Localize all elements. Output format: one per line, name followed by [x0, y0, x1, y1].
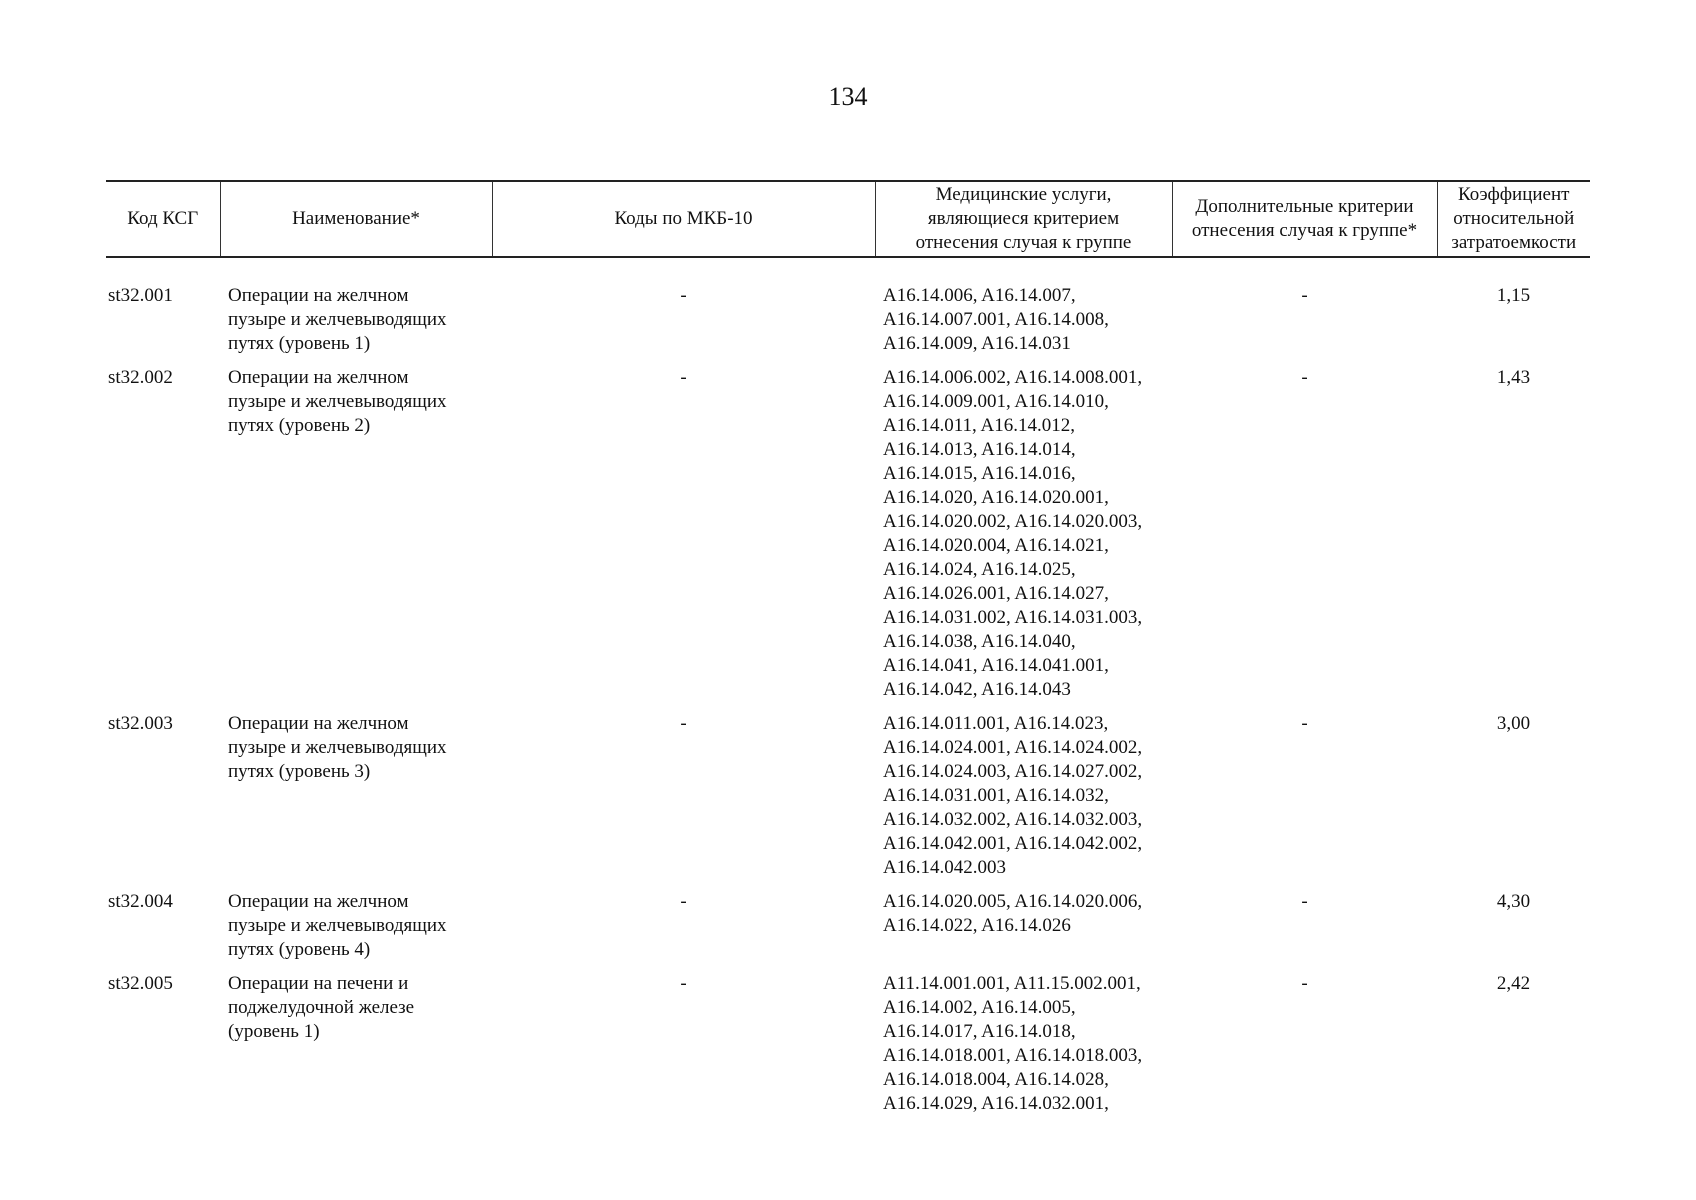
- mkb-codes-cell: -: [680, 973, 687, 994]
- table-row: [106, 257, 1590, 366]
- medical-services-cell: [875, 712, 1172, 890]
- table-body: [106, 257, 1590, 1126]
- mkb-codes-cell: -: [680, 713, 687, 734]
- ksg-name-cell: [220, 366, 492, 712]
- ksg-name-cell-line: Операции на желчном: [228, 367, 409, 388]
- medical-services-cell-line: A16.14.007.001, A16.14.008,: [883, 309, 1109, 330]
- ksg-code-cell: st32.001: [108, 285, 173, 306]
- ksg-name-cell-line: путях (уровень 1): [228, 333, 371, 354]
- medical-services-cell-line: A16.14.042.003: [883, 857, 1006, 878]
- table-row: [106, 712, 1590, 890]
- ksg-name-cell: [220, 712, 492, 890]
- medical-services-cell-line: A16.14.020.002, A16.14.020.003,: [883, 511, 1143, 532]
- ksg-name-cell-line: Операции на желчном: [228, 285, 409, 306]
- ksg-table: [106, 180, 1590, 1126]
- mkb-codes-cell: -: [680, 285, 687, 306]
- ksg-name-cell: [220, 972, 492, 1126]
- ksg-name-cell-line: пузыре и желчевыводящих: [228, 309, 447, 330]
- additional-criteria-cell: -: [1301, 367, 1308, 388]
- medical-services-cell-line: A16.14.020.004, A16.14.021,: [883, 535, 1109, 556]
- header-services: Медицинские услуги, являющиеся критерием отнесения случая к группе: [875, 181, 1172, 257]
- additional-criteria-cell: -: [1301, 973, 1308, 994]
- medical-services-cell-line: A16.14.042.001, A16.14.042.002,: [883, 833, 1143, 854]
- ksg-name-cell-line: Операции на желчном: [228, 891, 409, 912]
- ksg-name-cell-line: пузыре и желчевыводящих: [228, 391, 447, 412]
- mkb-codes-cell: -: [680, 367, 687, 388]
- medical-services-cell-line: A16.14.038, A16.14.040,: [883, 631, 1076, 652]
- cost-coefficient-cell: 1,43: [1496, 367, 1531, 388]
- medical-services-cell-line: A16.14.031.001, A16.14.032,: [883, 785, 1109, 806]
- ksg-code-cell: st32.002: [108, 367, 173, 388]
- ksg-name-cell: [220, 890, 492, 972]
- medical-services-cell-line: A16.14.018.004, A16.14.028,: [883, 1069, 1109, 1090]
- medical-services-cell-line: A16.14.006.002, A16.14.008.001,: [883, 367, 1143, 388]
- ksg-name-cell-line: пузыре и желчевыводящих: [228, 737, 447, 758]
- ksg-name-cell-line: (уровень 1): [228, 1021, 320, 1042]
- medical-services-cell-line: A16.14.032.002, A16.14.032.003,: [883, 809, 1143, 830]
- medical-services-cell-line: A16.14.013, A16.14.014,: [883, 439, 1076, 460]
- medical-services-cell-line: A16.14.009.001, A16.14.010,: [883, 391, 1109, 412]
- cost-coefficient-cell: 2,42: [1496, 973, 1531, 994]
- medical-services-cell-line: A16.14.024.001, A16.14.024.002,: [883, 737, 1143, 758]
- medical-services-cell-line: A16.14.042, A16.14.043: [883, 679, 1071, 700]
- ksg-name-cell-line: поджелудочной железе: [228, 997, 415, 1018]
- ksg-name-cell-line: путях (уровень 4): [228, 939, 371, 960]
- ksg-code-cell: st32.003: [108, 713, 173, 734]
- medical-services-cell: [875, 257, 1172, 366]
- ksg-code-cell: st32.005: [108, 973, 173, 994]
- medical-services-cell: [875, 890, 1172, 972]
- medical-services-cell-line: A16.14.018.001, A16.14.018.003,: [883, 1045, 1143, 1066]
- medical-services-cell: [875, 366, 1172, 712]
- medical-services-cell-line: A16.14.011.001, A16.14.023,: [883, 713, 1109, 734]
- medical-services-cell-line: A11.14.001.001, A11.15.002.001,: [883, 973, 1141, 994]
- page-number: 134: [828, 82, 868, 111]
- ksg-name-cell: [220, 257, 492, 366]
- medical-services-cell-line: A16.14.002, A16.14.005,: [883, 997, 1076, 1018]
- header-name: Наименование*: [220, 181, 492, 257]
- additional-criteria-cell: -: [1301, 713, 1308, 734]
- medical-services-cell-line: A16.14.026.001, A16.14.027,: [883, 583, 1109, 604]
- header-mkb: Коды по МКБ-10: [492, 181, 875, 257]
- medical-services-cell-line: A16.14.031.002, A16.14.031.003,: [883, 607, 1143, 628]
- header-criteria: Дополнительные критерии отнесения случая к группе*: [1172, 181, 1437, 257]
- medical-services-cell-line: A16.14.017, A16.14.018,: [883, 1021, 1076, 1042]
- medical-services-cell-line: A16.14.011, A16.14.012,: [883, 415, 1075, 436]
- medical-services-cell-line: A16.14.024, A16.14.025,: [883, 559, 1076, 580]
- medical-services-cell-line: A16.14.020, A16.14.020.001,: [883, 487, 1109, 508]
- medical-services-cell-line: A16.14.022, A16.14.026: [883, 915, 1071, 936]
- cost-coefficient-cell: 4,30: [1496, 891, 1531, 912]
- medical-services-cell-line: A16.14.006, A16.14.007,: [883, 285, 1076, 306]
- table-row: [106, 366, 1590, 712]
- ksg-name-cell-line: пузыре и желчевыводящих: [228, 915, 447, 936]
- additional-criteria-cell: -: [1301, 891, 1308, 912]
- ksg-name-cell-line: Операции на печени и: [228, 973, 409, 994]
- medical-services-cell-line: A16.14.020.005, A16.14.020.006,: [883, 891, 1143, 912]
- ksg-code-cell: st32.004: [108, 891, 173, 912]
- additional-criteria-cell: -: [1301, 285, 1308, 306]
- medical-services-cell-line: A16.14.024.003, A16.14.027.002,: [883, 761, 1143, 782]
- cost-coefficient-cell: 1,15: [1496, 285, 1531, 306]
- medical-services-cell: [875, 972, 1172, 1126]
- mkb-codes-cell: -: [680, 891, 687, 912]
- ksg-name-cell-line: путях (уровень 3): [228, 761, 371, 782]
- ksg-name-cell-line: Операции на желчном: [228, 713, 409, 734]
- medical-services-cell-line: A16.14.009, A16.14.031: [883, 333, 1071, 354]
- cost-coefficient-cell: 3,00: [1496, 713, 1531, 734]
- table-header-row: [106, 181, 1590, 257]
- header-coef: Коэффициент относительной затратоемкости: [1437, 181, 1590, 257]
- ksg-name-cell-line: путях (уровень 2): [228, 415, 371, 436]
- table-row: [106, 972, 1590, 1126]
- medical-services-cell-line: A16.14.029, A16.14.032.001,: [883, 1093, 1109, 1114]
- medical-services-cell-line: A16.14.041, A16.14.041.001,: [883, 655, 1109, 676]
- header-code: Код КСГ: [106, 181, 220, 257]
- medical-services-cell-line: A16.14.015, A16.14.016,: [883, 463, 1076, 484]
- table-row: [106, 890, 1590, 972]
